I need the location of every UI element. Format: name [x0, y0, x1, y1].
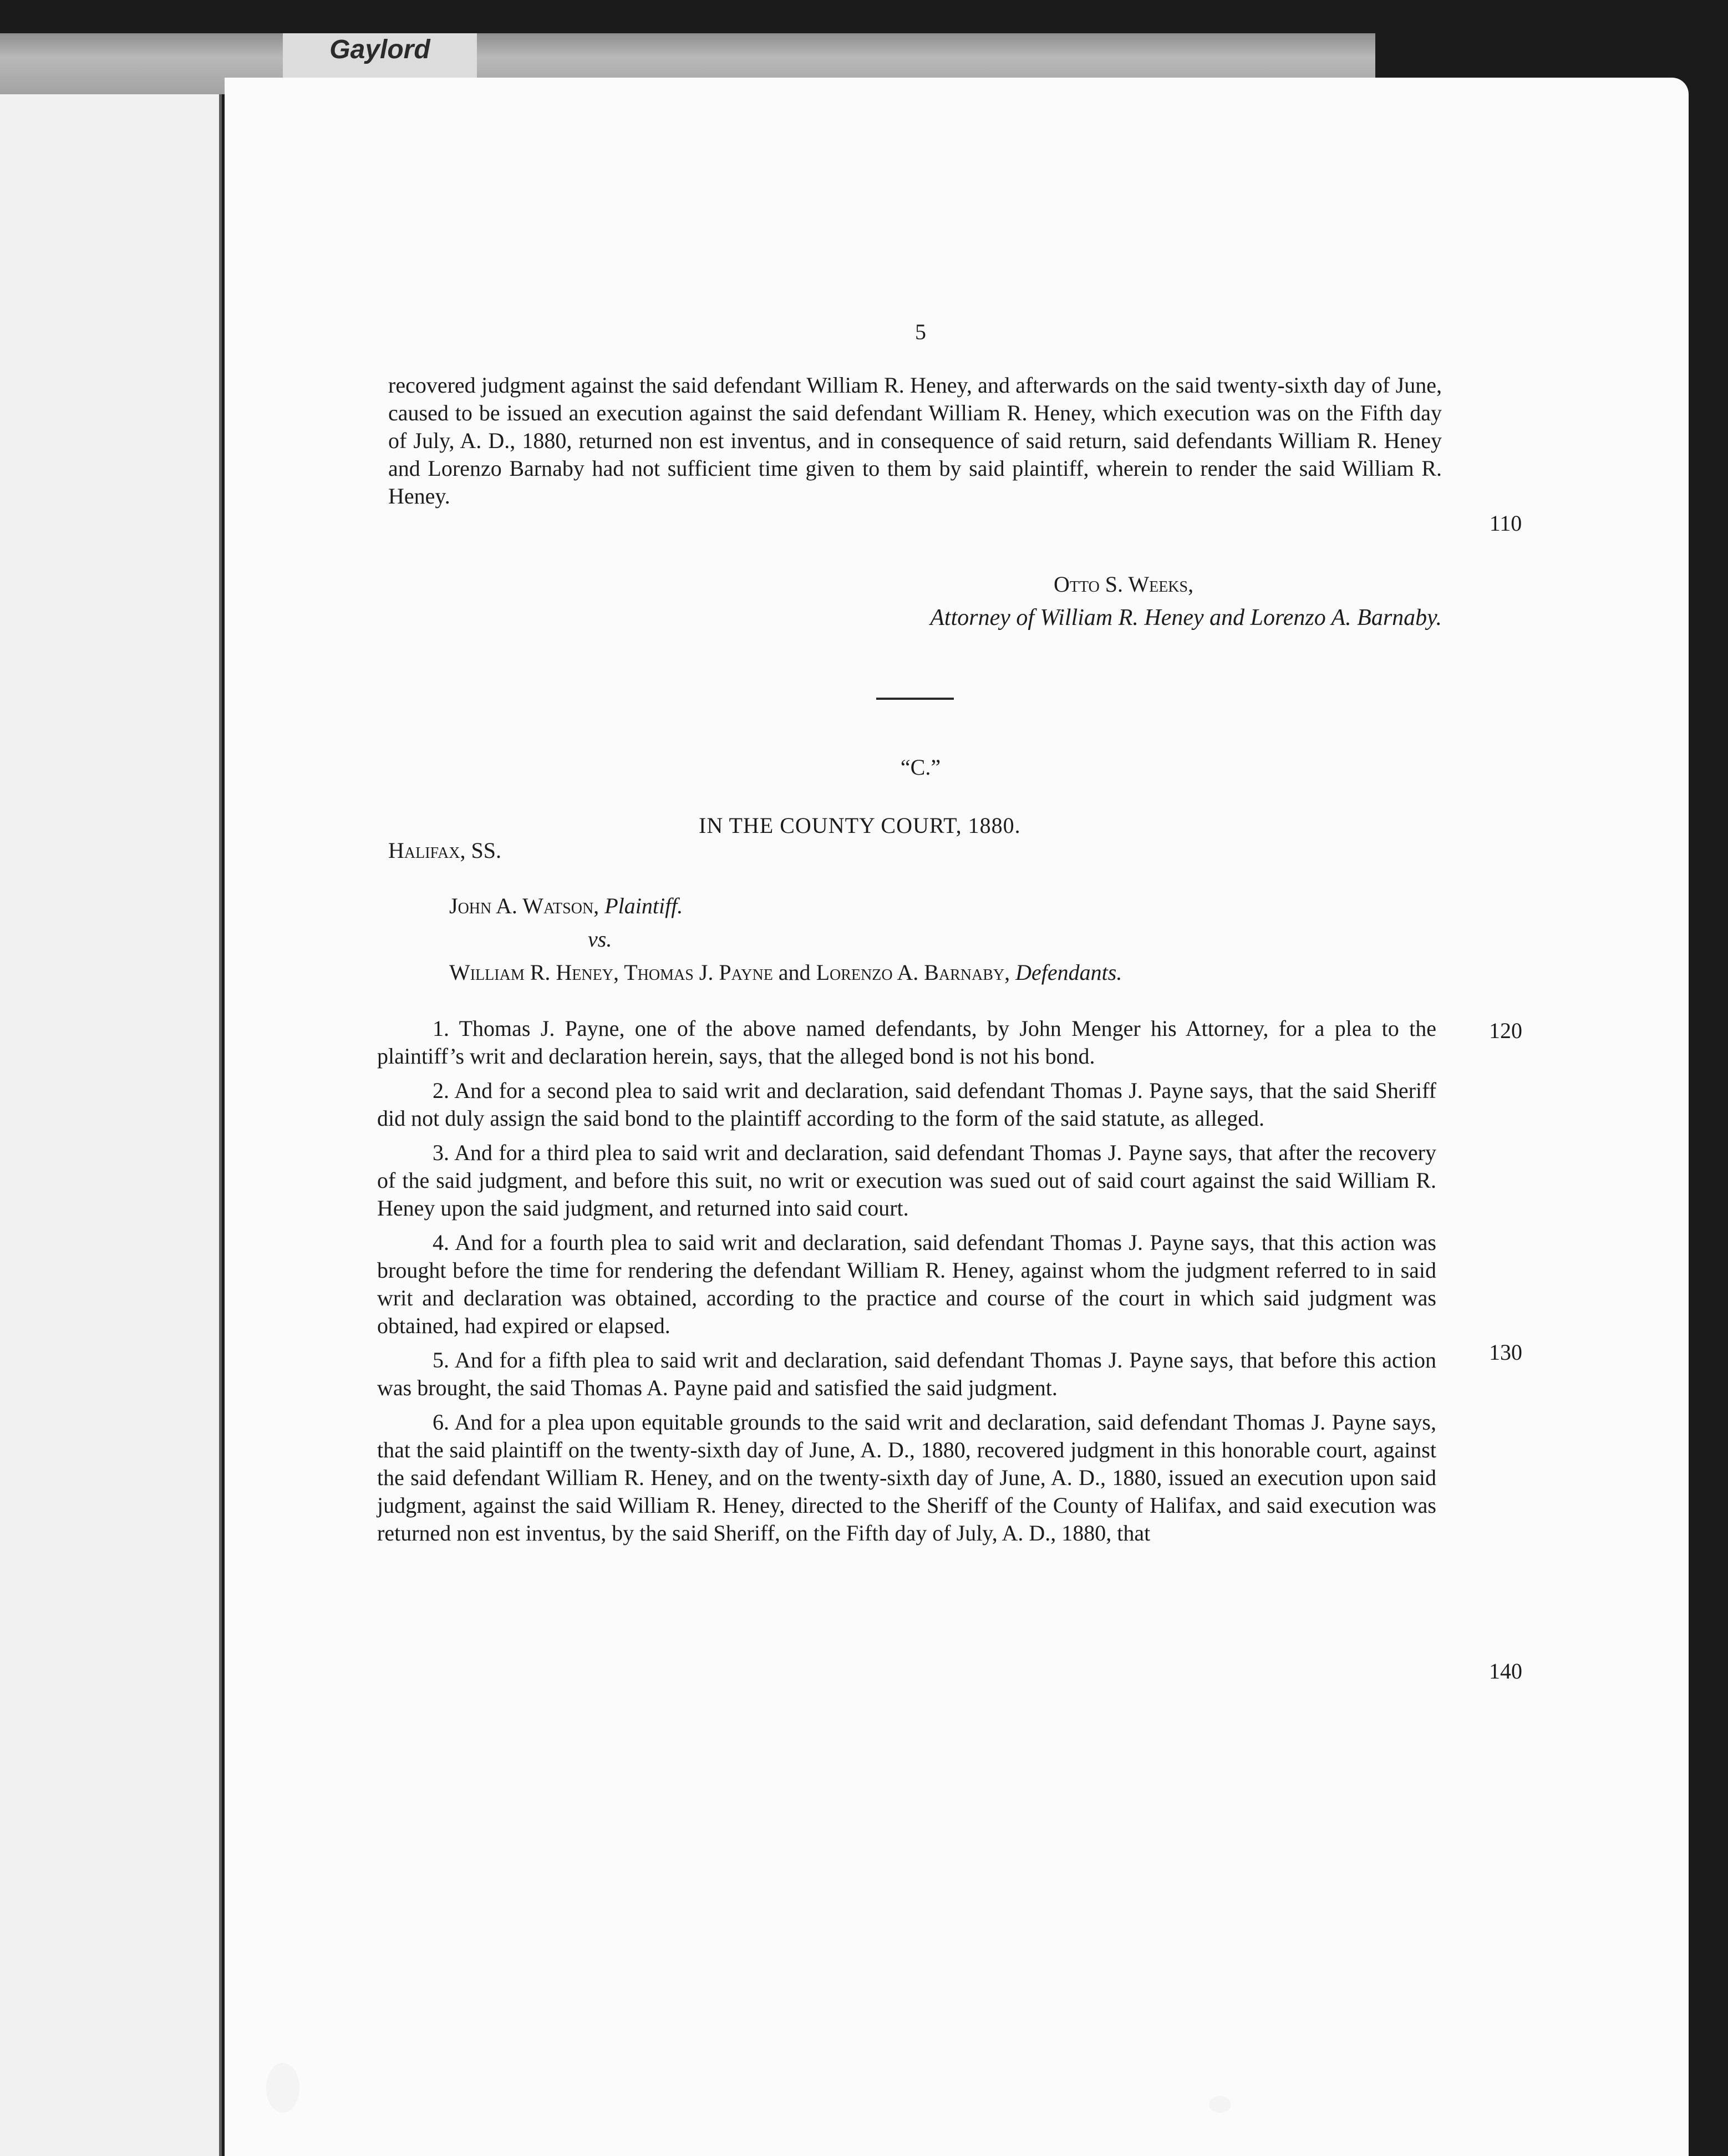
- defendant-names: William R. Heney, Thomas J. Payne: [449, 960, 773, 985]
- section-divider: [876, 698, 954, 700]
- plaintiff-role: Plaintiff.: [604, 893, 683, 918]
- defendants-line: [449, 959, 1122, 985]
- continued-paragraph: [388, 372, 1442, 513]
- plea-5: 5. And for a fifth plea to said writ and declaration, said defendant Thomas J. Payne says, that before this action was brought, the said Thomas A. Payne paid and satisfied the said judgment.: [377, 1347, 1436, 1400]
- page-number: 5: [915, 319, 926, 344]
- plea-2: 2. And for a second plea to said writ and declaration, said defendant Thomas J. Payne says, that the said Sheriff did not duly assign the said bond to the plaintiff according to the form of the said statute, as alleged.: [377, 1078, 1436, 1131]
- plea-6: 6. And for a plea upon equitable grounds to the said writ and declaration, said defendant Thomas J. Payne says, that the said plaintiff on the twenty-sixth day of June, A. D., 1880, recovered judgment in this honorable court, against the said defendant William R. Heney, and on the twenty-sixth day of June, A. D., 1880, issued an execution upon said judgment, against the said William R. Heney, directed to the Sheriff of the County of Halifax, and said execution was returned non est inventus, by the said Sheriff, on the Fifth day of July, A. D., 1880, that: [377, 1410, 1436, 1545]
- top-paragraph: recovered judgment against the said defendant William R. Heney, and afterwards on the said twenty-sixth day of June, caused to be issued an execution against the said defendant William R. Heney, which execution was on the Fifth day of July, A. D., 1880, returned non est inventus, and in consequence of said return, said defendants William R. Heney and Lorenzo Barnaby had not sufficient time given to them by said plaintiff, wherein to render the said William R. Heney.: [388, 373, 1442, 509]
- versus-line: vs.: [588, 927, 612, 952]
- defendant-role: Defendants.: [1015, 960, 1122, 985]
- signature-role: Attorney of William R. Heney and Lorenzo A. Barnaby.: [930, 605, 1442, 630]
- plaintiff-name: John A. Watson,: [449, 893, 599, 918]
- defendant-last: Lorenzo A. Barnaby,: [816, 960, 1010, 985]
- plea-4: 4. And for a fourth plea to said writ and declaration, said defendant Thomas J. Payne says, that this action was brought before the time for rendering the defendant William R. Heney, against whom the judgment referred to in said writ and declaration was obtained, according to the practice and course of the court in which said judgment was obtained, had expired or elapsed.: [377, 1230, 1436, 1338]
- signature-name: Otto S. Weeks,: [1054, 572, 1194, 597]
- scan-artifact: [266, 2063, 299, 2113]
- venue-line: Halifax, SS.: [388, 838, 501, 863]
- line-number-120: 120: [1489, 1018, 1522, 1043]
- facing-page: [0, 55, 222, 2156]
- plea-1: 1. Thomas J. Payne, one of the above named defendants, by John Menger his Attorney, for a plea to the plaintiff’s writ and declaration herein, says, that the alleged bond is not his bond.: [377, 1016, 1436, 1069]
- line-number-130: 130: [1489, 1340, 1522, 1365]
- and-word: and: [778, 960, 811, 985]
- scan-artifact: [1209, 2096, 1231, 2113]
- court-heading: IN THE COUNTY COURT, 1880.: [699, 813, 1021, 838]
- line-number-140: 140: [1489, 1659, 1522, 1684]
- binder-brand: Gaylord: [283, 33, 477, 94]
- plea-3: 3. And for a third plea to said writ and declaration, said defendant Thomas J. Payne says, that after the recovery of the said judgment, and before this suit, no writ or execution was sued out of said court against the said William R. Heney upon the said judgment, and returned into said court.: [377, 1140, 1436, 1221]
- line-number-110: 110: [1489, 511, 1522, 536]
- pleas-list: [377, 1015, 1436, 1554]
- exhibit-label: “C.”: [900, 755, 941, 780]
- plaintiff-line: [449, 893, 683, 919]
